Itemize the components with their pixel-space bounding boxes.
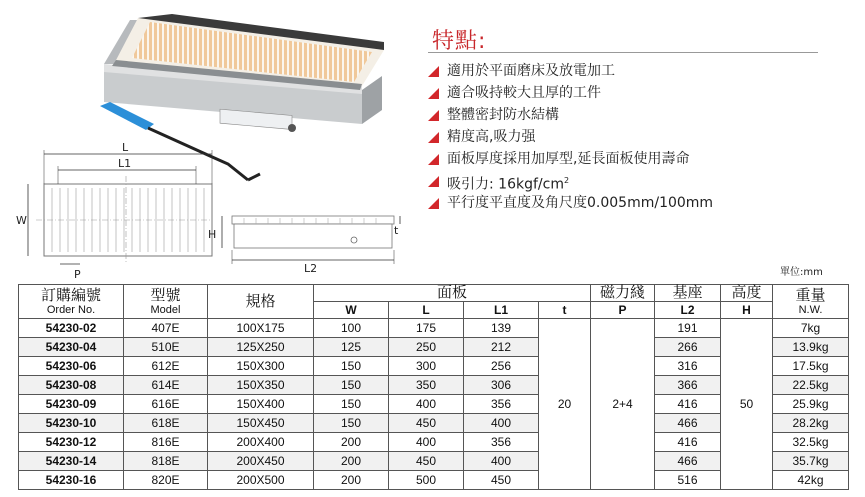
table-cell: 13.9kg: [773, 338, 849, 357]
table-cell: 316: [655, 357, 721, 376]
red-triangle-icon: [428, 154, 439, 165]
table-cell: 22.5kg: [773, 376, 849, 395]
red-triangle-icon: [428, 88, 439, 99]
table-cell: 7kg: [773, 319, 849, 338]
dim-label-P: P: [74, 268, 81, 280]
table-cell: 200: [314, 471, 389, 490]
table-cell: 17.5kg: [773, 357, 849, 376]
spec-table: [18, 284, 849, 490]
table-cell: 54230-14: [19, 452, 124, 471]
table-cell: 816E: [124, 433, 208, 452]
dim-label-L: L: [122, 141, 129, 154]
col-order-header: 訂購編號 Order No.: [19, 285, 124, 319]
features-title: 特點:: [432, 29, 487, 54]
col-height-header: 高度: [721, 285, 773, 302]
table-cell: 150: [314, 376, 389, 395]
col-base-header: 基座: [655, 285, 721, 302]
col-P-header: P: [591, 302, 655, 319]
table-cell: 54230-08: [19, 376, 124, 395]
table-cell: 400: [389, 433, 464, 452]
table-cell: 250: [389, 338, 464, 357]
table-cell: 266: [655, 338, 721, 357]
red-triangle-icon: [428, 132, 439, 143]
col-spec-header: 規格: [208, 285, 314, 319]
table-cell: 614E: [124, 376, 208, 395]
feature-item: 精度高,吸力强: [428, 126, 848, 148]
table-cell: 350: [389, 376, 464, 395]
features-list: [428, 60, 848, 214]
table-cell: 256: [464, 357, 539, 376]
table-cell: 125: [314, 338, 389, 357]
col-model-header: 型號 Model: [124, 285, 208, 319]
table-cell: 450: [464, 471, 539, 490]
table-cell: 54230-10: [19, 414, 124, 433]
table-cell: 42kg: [773, 471, 849, 490]
side-view-drawing: [204, 208, 410, 280]
unit-label: 單位:mm: [780, 267, 823, 278]
table-cell: 54230-04: [19, 338, 124, 357]
table-cell: 100X175: [208, 319, 314, 338]
table-cell: 200X500: [208, 471, 314, 490]
top-view-drawing: [14, 140, 217, 280]
table-row: [19, 319, 849, 338]
table-cell: 150X400: [208, 395, 314, 414]
table-cell: 466: [655, 414, 721, 433]
table-cell: 54230-09: [19, 395, 124, 414]
merged-P: 2+4: [591, 319, 655, 490]
table-cell: 356: [464, 395, 539, 414]
table-cell: 416: [655, 433, 721, 452]
table-cell: 25.9kg: [773, 395, 849, 414]
red-triangle-icon: [428, 176, 439, 187]
table-cell: 400: [464, 452, 539, 471]
features-divider: [428, 52, 818, 53]
table-cell: 510E: [124, 338, 208, 357]
table-cell: 306: [464, 376, 539, 395]
table-cell: 200: [314, 452, 389, 471]
table-cell: 618E: [124, 414, 208, 433]
feature-item: 平行度平直度及角尺度0.005mm/100mm: [428, 192, 848, 214]
table-cell: 212: [464, 338, 539, 357]
col-L2-header: L2: [655, 302, 721, 319]
feature-item: 適合吸持較大且厚的工件: [428, 82, 848, 104]
col-L-header: L: [389, 302, 464, 319]
red-triangle-icon: [428, 110, 439, 121]
table-cell: 818E: [124, 452, 208, 471]
col-weight-header: 重量 N.W.: [773, 285, 849, 319]
table-cell: 200X450: [208, 452, 314, 471]
table-cell: 35.7kg: [773, 452, 849, 471]
table-cell: 450: [389, 414, 464, 433]
table-cell: 150X350: [208, 376, 314, 395]
feature-item: 面板厚度採用加厚型,延長面板使用壽命: [428, 148, 848, 170]
table-cell: 28.2kg: [773, 414, 849, 433]
table-cell: 150X300: [208, 357, 314, 376]
table-cell: 820E: [124, 471, 208, 490]
table-cell: 139: [464, 319, 539, 338]
table-cell: 200X400: [208, 433, 314, 452]
dim-label-W: W: [16, 214, 27, 227]
feature-item: 吸引力: $16kgf/cm^2$: [428, 170, 848, 192]
feature-item: 整體密封防水結構: [428, 104, 848, 126]
table-cell: 500: [389, 471, 464, 490]
table-cell: 54230-06: [19, 357, 124, 376]
table-cell: 400: [464, 414, 539, 433]
table-cell: 400: [389, 395, 464, 414]
red-triangle-icon: [428, 66, 439, 77]
red-triangle-icon: [428, 198, 439, 209]
col-H-header: H: [721, 302, 773, 319]
table-cell: 175: [389, 319, 464, 338]
table-cell: 191: [655, 319, 721, 338]
dim-label-t: t: [394, 224, 399, 237]
merged-t: 20: [539, 319, 591, 490]
table-cell: 300: [389, 357, 464, 376]
table-cell: 616E: [124, 395, 208, 414]
col-pole-header: 磁力綫: [591, 285, 655, 302]
table-cell: 125X250: [208, 338, 314, 357]
col-panel-header: 面板: [314, 285, 591, 302]
table-cell: 450: [389, 452, 464, 471]
table-cell: 150X450: [208, 414, 314, 433]
table-cell: 612E: [124, 357, 208, 376]
table-cell: 54230-02: [19, 319, 124, 338]
dim-label-H: H: [208, 228, 217, 241]
table-cell: 150: [314, 357, 389, 376]
table-cell: 366: [655, 376, 721, 395]
dim-label-L2: L2: [304, 262, 318, 275]
table-cell: 416: [655, 395, 721, 414]
col-t-header: t: [539, 302, 591, 319]
col-W-header: W: [314, 302, 389, 319]
table-cell: 466: [655, 452, 721, 471]
table-cell: 150: [314, 414, 389, 433]
table-cell: 54230-16: [19, 471, 124, 490]
table-cell: 200: [314, 433, 389, 452]
table-cell: 54230-12: [19, 433, 124, 452]
table-cell: 100: [314, 319, 389, 338]
dim-label-L1: L1: [118, 157, 132, 170]
merged-H: 50: [721, 319, 773, 490]
table-cell: 150: [314, 395, 389, 414]
table-cell: 356: [464, 433, 539, 452]
feature-item: 適用於平面磨床及放電加工: [428, 60, 848, 82]
table-cell: 516: [655, 471, 721, 490]
table-cell: 32.5kg: [773, 433, 849, 452]
col-L1-header: L1: [464, 302, 539, 319]
table-cell: 407E: [124, 319, 208, 338]
